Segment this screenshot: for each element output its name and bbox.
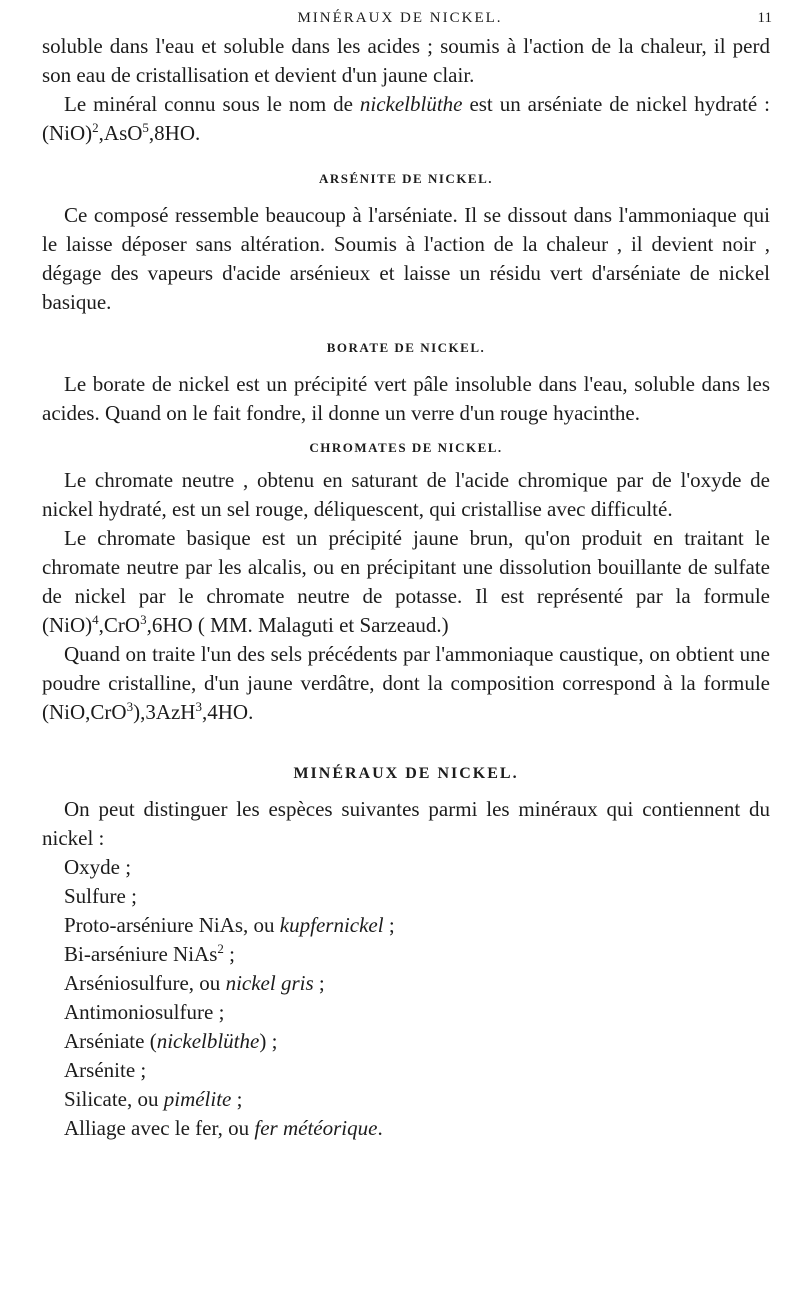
text-fragment: Arséniate ( <box>64 1029 157 1053</box>
text-fragment: est un arséniate de nickel hydraté : (NiO) <box>42 92 770 145</box>
superscript: 4 <box>92 612 99 627</box>
text-fragment: ; <box>313 971 325 995</box>
text-fragment: Bi-arséniure NiAs <box>64 942 218 966</box>
text-fragment: Quand on traite l'un des sels précédents par l'ammoniaque caustique, on obtient une poudre cristalline, d'un jaune verdâtre, dont la composition correspond à la formule (NiO,CrO <box>42 642 770 724</box>
mineral-name-italic: fer météorique <box>254 1116 378 1140</box>
paragraph-borate: Le borate de nickel est un précipité vert pâle insoluble dans l'eau, soluble dans les acides. Quand on le fait fondre, il donne un verre d'un rouge hyacinthe. <box>42 372 770 425</box>
list-item <box>42 911 770 940</box>
paragraph-chromate-ammoniacal <box>42 640 770 727</box>
paragraph-arsenite: Ce composé ressemble beaucoup à l'arséniate. Il se dissout dans l'ammoniaque qui le laisse déposer sans altération. Soumis à l'action de la chaleur , il devient noir , dégage des vapeurs d'acide arsénieux et laisse un résidu vert d'arséniate de nickel basique. <box>42 203 770 314</box>
list-item <box>42 1027 770 1056</box>
running-title: MINÉRAUX DE NICKEL. <box>297 10 503 26</box>
page-number: 11 <box>757 10 772 26</box>
text-fragment: Proto-arséniure NiAs, ou <box>64 913 280 937</box>
text-fragment: Arséniosulfure, ou <box>64 971 226 995</box>
paragraph-mineraux-intro: On peut distinguer les espèces suivantes parmi les minéraux qui contiennent du nickel : <box>42 797 770 850</box>
text-fragment: ,CrO <box>98 613 141 637</box>
paragraph-chromate-neutre: Le chromate neutre , obtenu en saturant de l'acide chromique par de l'oxyde de nickel hydraté, est un sel rouge, déliquescent, qui cristallise avec difficulté. <box>42 468 770 521</box>
text-fragment: ; <box>231 1087 243 1111</box>
text-fragment: Oxyde ; <box>64 855 132 879</box>
mineral-name-italic: nickelblüthe <box>359 92 463 116</box>
page-body <box>42 32 770 1143</box>
section-heading-mineraux: MINÉRAUX DE NICKEL. <box>293 765 519 782</box>
section-heading-arsenite: ARSÉNITE DE NICKEL. <box>318 171 494 186</box>
text-fragment: Alliage avec le fer, ou <box>64 1116 255 1140</box>
superscript: 2 <box>217 941 224 956</box>
text-fragment: Le chromate basique est un précipité jaune brun, qu'on produit en traitant le chromate neutre par les alcalis, ou en précipitant une dissolution bouillante de sulfate de nickel par le chromate neutre de potasse. Il est représenté par la formule (NiO) <box>42 526 770 637</box>
text-fragment: Antimoniosulfure ; <box>64 1000 225 1024</box>
text-fragment: ; <box>223 942 235 966</box>
mineral-name-italic: nickel gris <box>225 971 314 995</box>
mineral-list <box>42 853 770 1143</box>
list-item <box>42 1085 770 1114</box>
superscript: 2 <box>92 120 99 135</box>
list-item <box>42 1056 770 1085</box>
text-fragment: Sulfure ; <box>64 884 137 908</box>
superscript: 3 <box>126 699 134 714</box>
mineral-name-italic: pimélite <box>163 1087 232 1111</box>
superscript: 3 <box>195 699 202 714</box>
text-fragment: ,8HO. <box>148 121 201 145</box>
text-fragment: Arsénite ; <box>64 1058 147 1082</box>
section-heading-borate: BORATE DE NICKEL. <box>326 340 486 355</box>
text-fragment: ) ; <box>259 1029 278 1053</box>
paragraph-nickelbluthe <box>42 90 770 148</box>
text-fragment: Silicate, ou <box>64 1087 164 1111</box>
paragraph-chromate-basique <box>42 524 770 640</box>
text-fragment: Le minéral connu sous le nom de <box>64 92 360 116</box>
text-fragment: ,6HO ( MM. Malaguti et Sarzeaud.) <box>146 613 449 637</box>
paragraph-intro-continuation: soluble dans l'eau et soluble dans les acides ; soumis à l'action de la chaleur, il perd son eau de cristallisation et devient d'un jaune clair. <box>42 34 770 87</box>
list-item <box>42 998 770 1027</box>
list-item <box>42 969 770 998</box>
list-item <box>42 882 770 911</box>
superscript: 5 <box>142 120 149 135</box>
text-fragment: ,4HO. <box>201 700 254 724</box>
text-fragment: . <box>377 1116 383 1140</box>
text-fragment: ),3AzH <box>133 700 196 724</box>
text-fragment: ; <box>383 913 395 937</box>
list-item <box>42 940 770 969</box>
mineral-name-italic: nickelblüthe <box>156 1029 260 1053</box>
text-fragment: ,AsO <box>98 121 143 145</box>
list-item <box>42 1114 770 1143</box>
superscript: 3 <box>140 612 147 627</box>
list-item <box>42 853 770 882</box>
section-heading-chromates: CHROMATES DE NICKEL. <box>309 440 503 455</box>
mineral-name-italic: kupfernickel <box>279 913 384 937</box>
